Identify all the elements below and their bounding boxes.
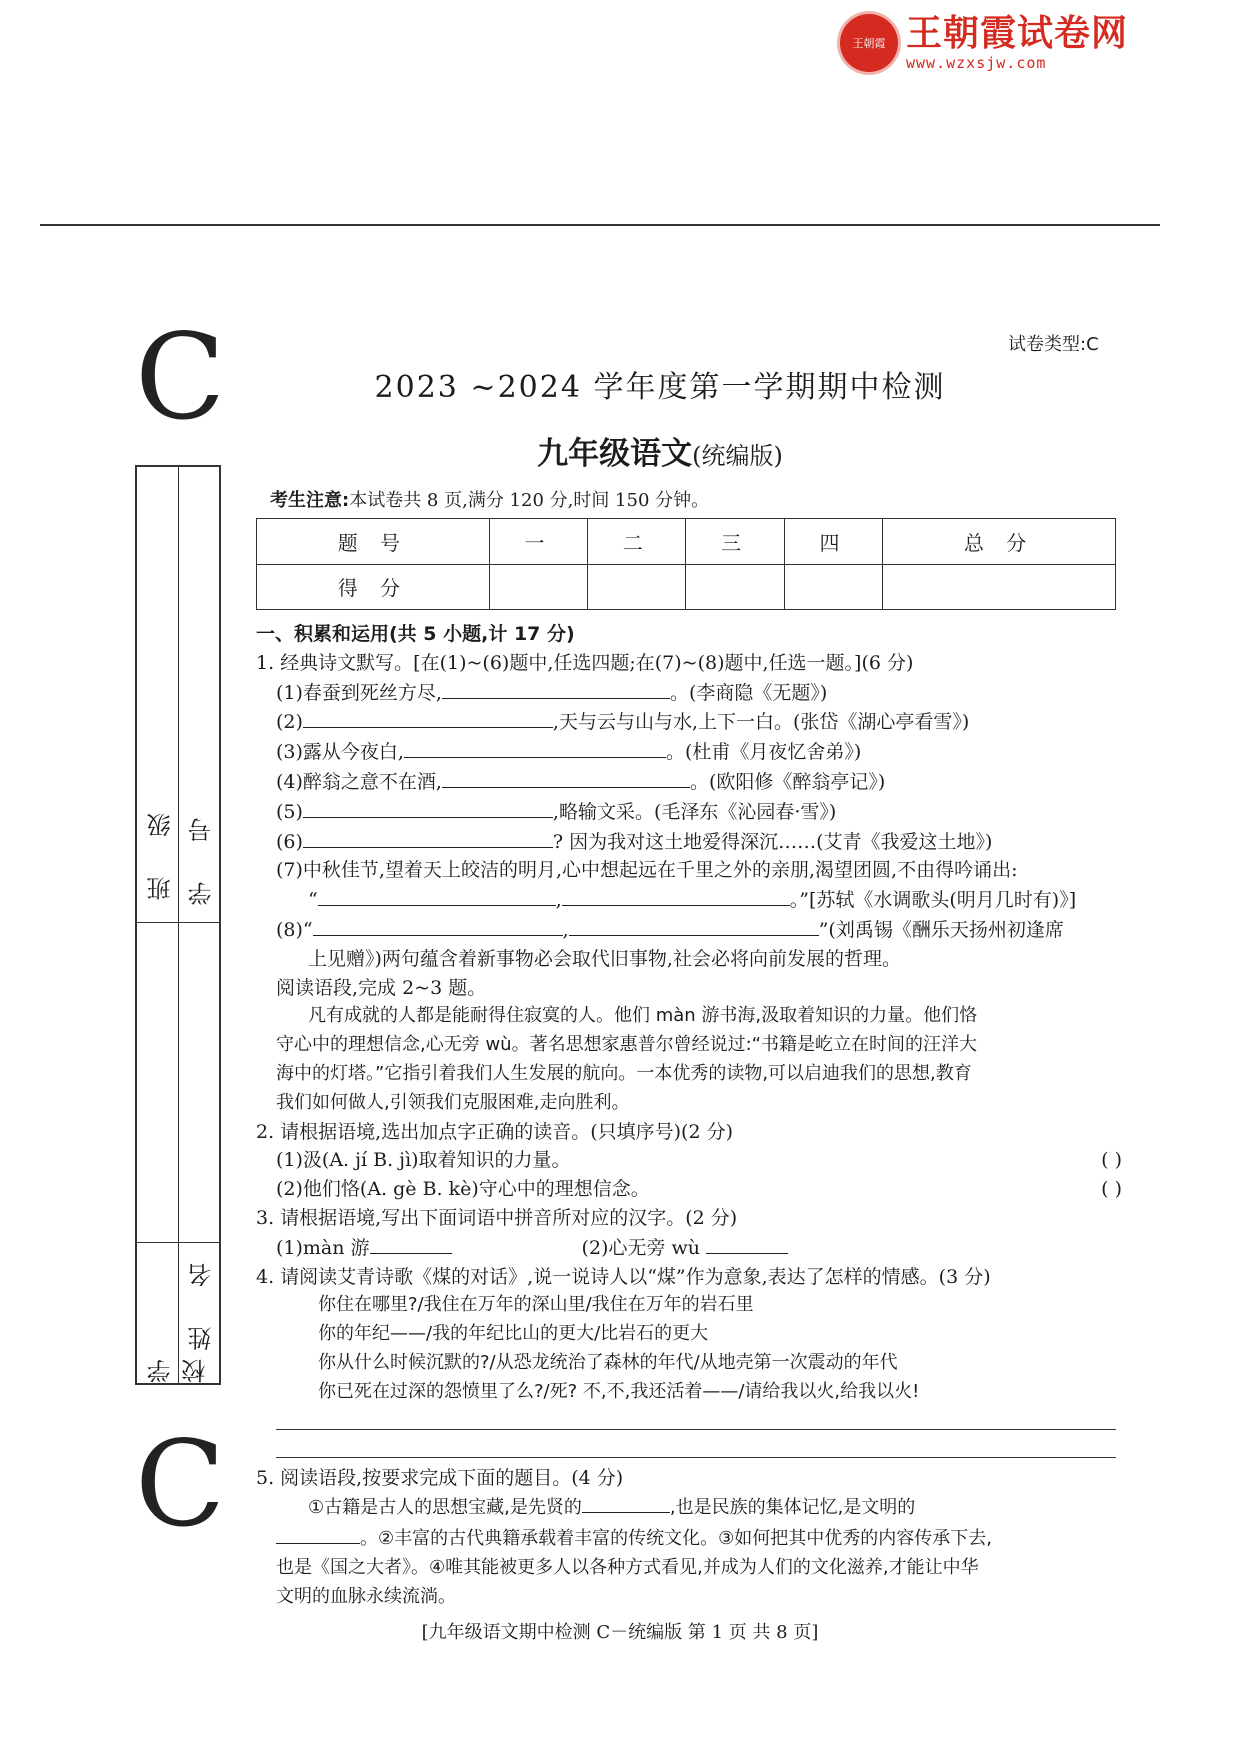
score-header-row xyxy=(257,519,1116,565)
question-stem: 2. 请根据语境,选出加点字正确的读音。(只填序号)(2 分) xyxy=(256,1120,733,1143)
answer-blank[interactable] xyxy=(442,767,690,788)
paper-type-letter-top: C xyxy=(135,308,226,446)
score-header-cell: 三 xyxy=(686,519,784,565)
exam-title: 2023 ~2024 学年度第一学期期中检测 xyxy=(374,370,946,405)
q3-items: (1)màn 游 (2)心无旁 wù xyxy=(256,1233,1122,1263)
q2-item-1: (1)汲(A. jí B. jì)取着知识的力量。 ( ) xyxy=(256,1146,1122,1175)
answer-blank[interactable] xyxy=(370,1233,452,1254)
answer-blank[interactable] xyxy=(303,827,553,848)
page-footer: [九年级语文期中检测 C－统编版 第 1 页 共 8 页] xyxy=(421,1622,819,1643)
section-title: 一、积累和运用(共 5 小题,计 17 分) xyxy=(256,623,575,645)
score-header-cell: 四 xyxy=(784,519,882,565)
paper-type-letter-bottom: C xyxy=(135,1415,226,1553)
notice-label: 考生注意: xyxy=(270,490,350,511)
q1-item-8-cont: 上见赠》)两句蕴含着新事物必会取代旧事物,社会必将向前发展的哲理。 xyxy=(308,947,901,970)
answer-blank[interactable] xyxy=(706,1233,788,1254)
name-label: 姓 名 xyxy=(188,1247,216,1351)
q2-item-2: (2)他们恪(A. gè B. kè)守心中的理想信念。 ( ) xyxy=(256,1175,1122,1204)
student-id-label: 学 号 xyxy=(188,802,216,906)
logo-name: 王朝霞试卷网 xyxy=(906,13,1129,54)
score-header-cell: 题 号 xyxy=(257,519,490,565)
q1-item-7: (7)中秋佳节,望着天上皎洁的明月,心中想起远在千里之外的亲朋,渴望团圆,不由得吟诵出: xyxy=(276,859,1018,882)
passage-line: 海中的灯塔。”它指引着我们人生发展的航向。一本优秀的读物,可以启迪我们的思想,教育 xyxy=(276,1062,972,1084)
subject-edition: (统编版) xyxy=(692,442,783,470)
answer-blank[interactable] xyxy=(569,915,819,936)
score-cell[interactable] xyxy=(489,564,587,610)
answer-blank[interactable] xyxy=(303,707,553,728)
question-stem: 1. 经典诗文默写。[在(1)~(6)题中,任选四题;在(7)~(8)题中,任选一题。](6 分) xyxy=(256,651,914,674)
q5-line-4: 文明的血脉永续流淌。 xyxy=(276,1585,456,1607)
score-header-cell: 二 xyxy=(588,519,686,565)
score-table xyxy=(256,518,1116,610)
score-header-cell: 一 xyxy=(489,519,587,565)
passage-intro: 阅读语段,完成 2~3 题。 xyxy=(276,976,487,999)
passage-line: 我们如何做人,引领我们克服困难,走向胜利。 xyxy=(276,1091,630,1113)
answer-blank[interactable] xyxy=(404,737,666,758)
score-cell[interactable] xyxy=(686,564,784,610)
student-info-box xyxy=(135,465,221,1385)
q1-item-4: (4)醉翁之意不在酒, 。(欧阳修《醉翁亭记》) xyxy=(256,767,1122,797)
q1-item-3: (3)露从今夜白, 。(杜甫《月夜忆舍弟》) xyxy=(256,737,1122,767)
question-stem: 3. 请根据语境,写出下面词语中拼音所对应的汉字。(2 分) xyxy=(256,1206,738,1229)
answer-bracket[interactable]: ( ) xyxy=(1101,1178,1122,1201)
answer-blank[interactable] xyxy=(303,797,553,818)
logo-seal: 王朝霞 xyxy=(840,14,898,72)
score-cell[interactable] xyxy=(588,564,686,610)
q1-item-1: (1)春蚕到死丝方尽, 。(李商隐《无题》) xyxy=(256,678,1122,708)
exam-subject xyxy=(0,428,1240,473)
score-cell[interactable] xyxy=(883,564,1116,610)
score-row-label: 得 分 xyxy=(257,564,490,610)
class-label: 班 级 xyxy=(147,797,175,901)
poem-line: 你已死在过深的怨愤里了么?/死? 不,不,我还活着——/请给我以火,给我以火! xyxy=(318,1380,920,1402)
score-value-row xyxy=(257,564,1116,610)
answer-blank[interactable] xyxy=(442,678,670,699)
notice-text: 本试卷共 8 页,满分 120 分,时间 150 分钟。 xyxy=(349,490,710,511)
score-header-cell: 总 分 xyxy=(883,519,1116,565)
exam-notice xyxy=(270,486,709,512)
q1-item-2: (2) ,天与云与山与水,上下一白。(张岱《湖心亭看雪》) xyxy=(256,707,1122,737)
answer-blank[interactable] xyxy=(276,1523,360,1544)
poem-line: 你的年纪——/我的年纪比山的更大/比岩石的更大 xyxy=(318,1323,709,1345)
poem-line: 你住在哪里?/我住在万年的深山里/我住在万年的岩石里 xyxy=(318,1294,754,1316)
paper-type: 试卷类型:C xyxy=(1008,334,1099,355)
answer-blank[interactable] xyxy=(562,885,790,906)
subject-name: 九年级语文 xyxy=(537,436,693,472)
q1-item-6: (6) ? 因为我对这土地爱得深沉……(艾青《我爱这土地》) xyxy=(256,827,1122,857)
q5-line-3: 也是《国之大者》。④唯其能被更多人以各种方式看见,并成为人们的文化滋养,才能让中华 xyxy=(276,1556,979,1578)
question-stem: 4. 请阅读艾青诗歌《煤的对话》,说一说诗人以“煤”作为意象,表达了怎样的情感。(3 分) xyxy=(256,1265,991,1288)
score-cell[interactable] xyxy=(784,564,882,610)
top-divider xyxy=(40,224,1160,226)
q1-item-7-answer: “ , 。”[苏轼《水调歌头(明月几时有)》] xyxy=(256,885,1122,915)
poem-line: 你从什么时候沉默的?/从恐龙统治了森林的年代/从地壳第一次震动的年代 xyxy=(318,1351,898,1373)
answer-blank[interactable] xyxy=(318,885,556,906)
q1-item-8: (8)“ , ”(刘禹锡《酬乐天扬州初逢席 xyxy=(256,915,1122,945)
answer-blank[interactable] xyxy=(582,1492,670,1513)
logo-url: www.wzxsjw.com xyxy=(906,54,1047,72)
question-stem: 5. 阅读语段,按要求完成下面的题目。(4 分) xyxy=(256,1466,624,1489)
exam-content xyxy=(256,620,1122,1612)
site-logo xyxy=(840,14,1128,72)
school-label: 学 校 xyxy=(147,1343,210,1383)
q5-line-1: ①古籍是古人的思想宝藏,是先贤的 ,也是民族的集体记忆,是文明的 xyxy=(256,1492,1122,1523)
q5-line-2: 。②丰富的古代典籍承载着丰富的传统文化。③如何把其中优秀的内容传承下去, xyxy=(256,1523,1122,1554)
answer-blank[interactable] xyxy=(313,915,563,936)
passage-line: 守心中的理想信念,心无旁 wù。著名思想家惠普尔曾经说过:“书籍是屹立在时间的汪洋大 xyxy=(276,1034,977,1056)
answer-bracket[interactable]: ( ) xyxy=(1101,1149,1122,1172)
passage-line: 凡有成就的人都是能耐得住寂寞的人。他们 màn 游书海,汲取着知识的力量。他们恪 xyxy=(308,1005,978,1027)
q1-item-5: (5) ,略输文采。(毛泽东《沁园春·雪》) xyxy=(256,797,1122,827)
